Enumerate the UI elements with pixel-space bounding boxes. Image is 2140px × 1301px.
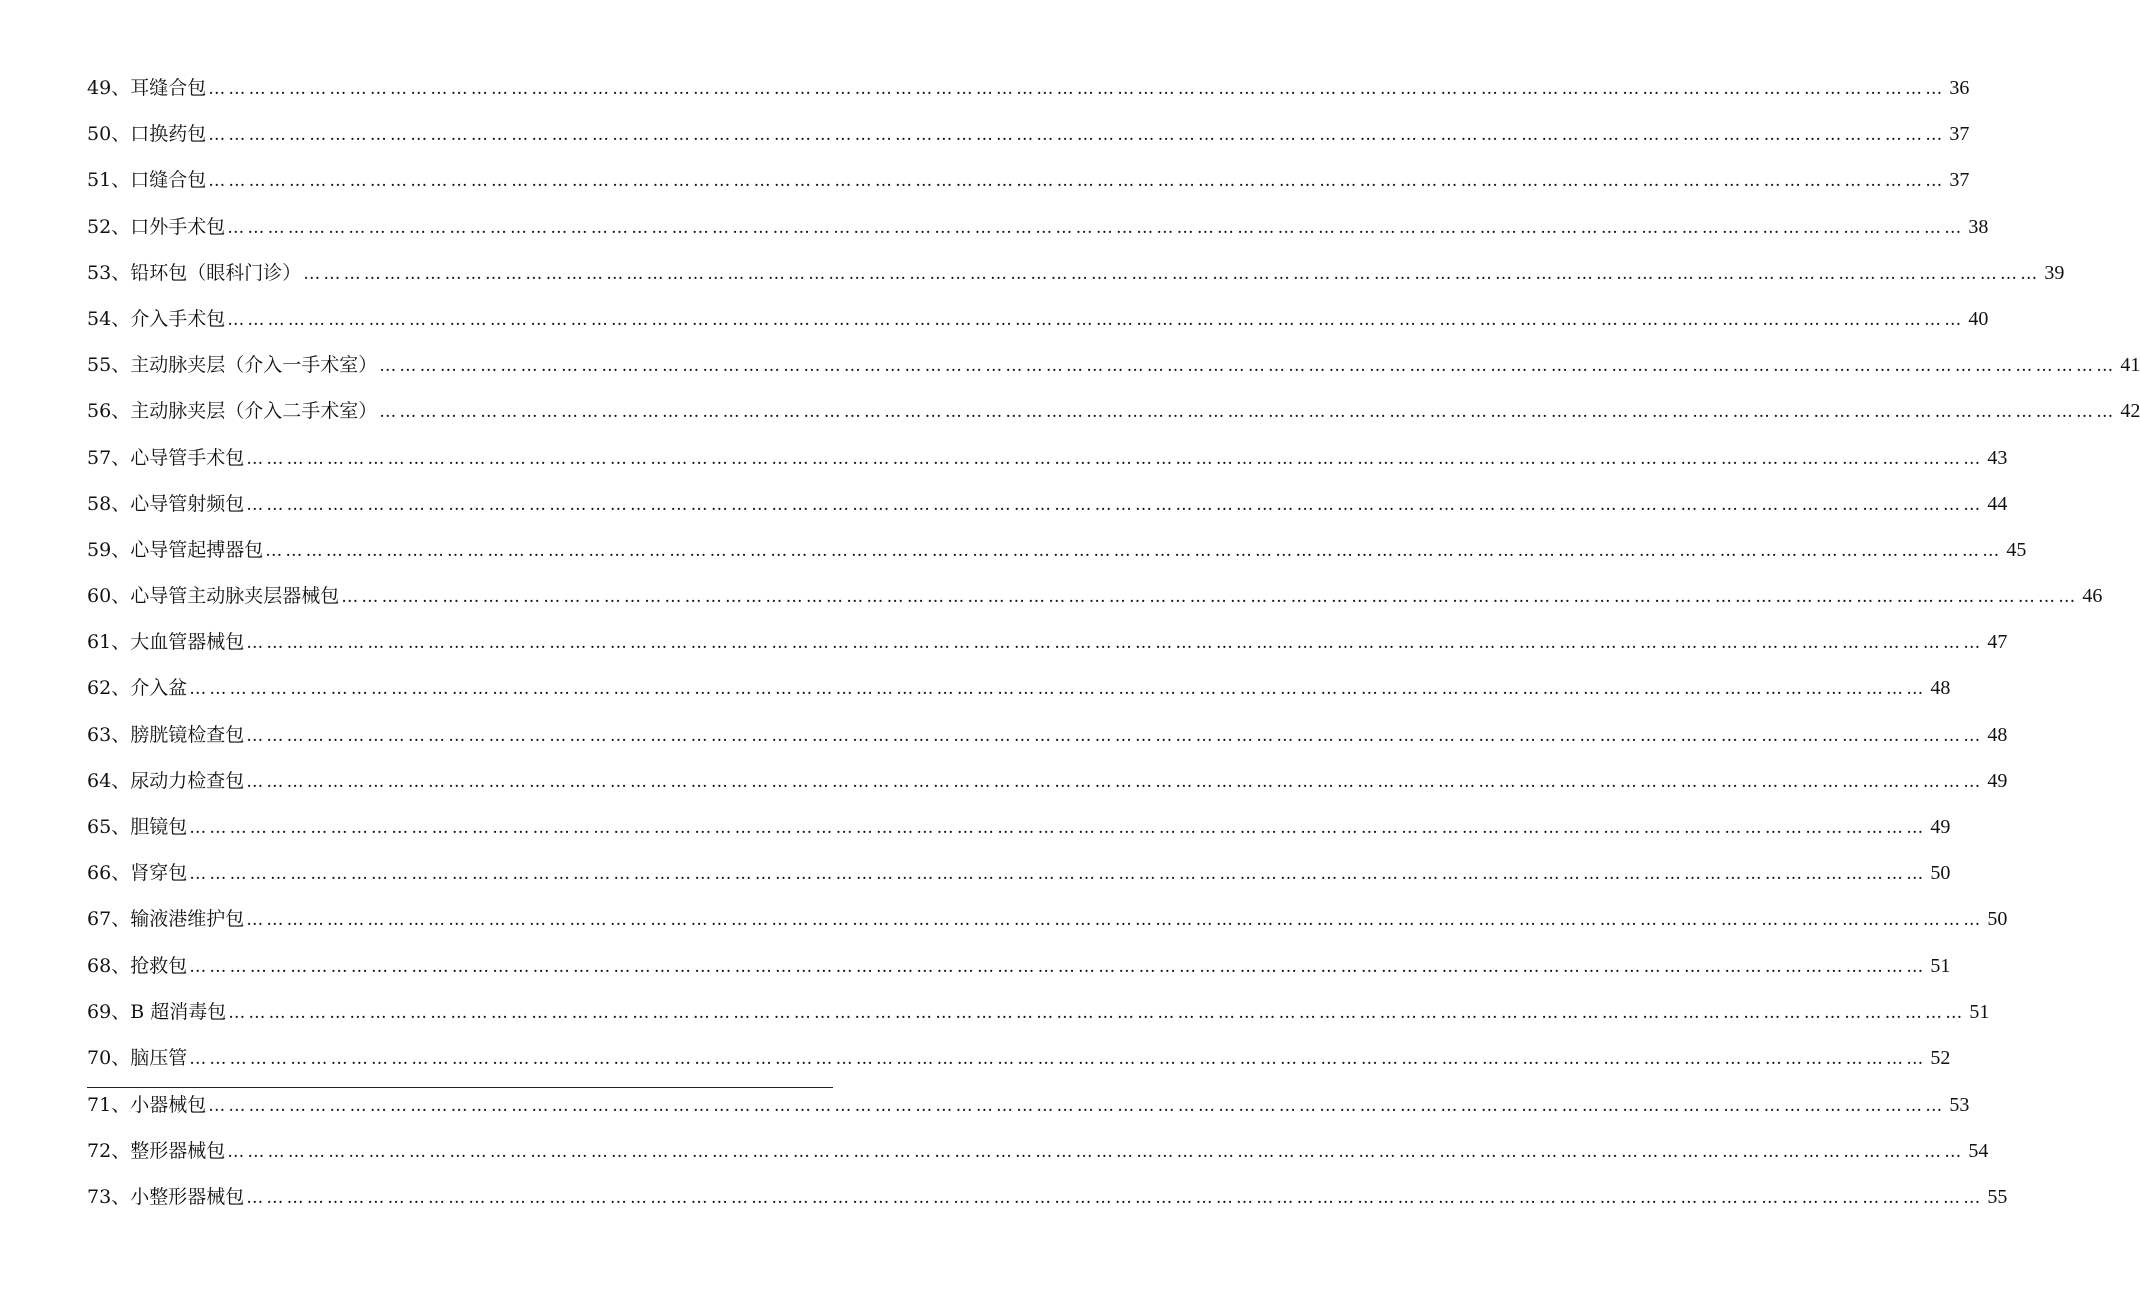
dot-leader: …………………………………………………………………………………………………………………………………………………………………………………………………………………………………… <box>246 494 1984 515</box>
toc-entry-number: 71 <box>87 1094 112 1116</box>
toc-entry[interactable] <box>87 994 1990 1040</box>
toc-entry-number: 68 <box>87 954 112 977</box>
toc-entry[interactable] <box>87 1133 1989 1179</box>
toc-entry-separator: 、 <box>111 723 131 746</box>
toc-entry[interactable] <box>87 209 1989 255</box>
toc-entry-label <box>87 209 225 245</box>
toc-entry-separator: 、 <box>111 307 131 330</box>
toc-entry-separator: 、 <box>111 1186 131 1209</box>
toc-entry-separator: 、 <box>111 169 131 192</box>
toc-entry-separator: 、 <box>111 261 131 284</box>
toc-entry[interactable] <box>87 578 2103 624</box>
dot-leader: …………………………………………………………………………………………………………………………………………………………………………………………………………………………………… <box>246 633 1984 654</box>
toc-entry-page: 51 <box>1969 1000 1990 1023</box>
toc-entry-label <box>87 440 244 476</box>
toc-entry-page: 39 <box>2044 261 2065 284</box>
toc-entry-title: 膀胱镜检查包 <box>130 723 245 746</box>
toc-entry-number: 53 <box>87 261 112 284</box>
toc-entry[interactable] <box>87 440 2008 486</box>
toc-entry-title: 肾穿包 <box>130 862 188 885</box>
toc-entry-separator: 、 <box>111 215 131 238</box>
toc-entry-number: 56 <box>87 400 112 423</box>
toc-entry-label <box>87 578 339 614</box>
toc-entry-separator: 、 <box>111 677 131 700</box>
toc-entry-title: 主动脉夹层（介入一手术室） <box>130 354 378 377</box>
toc-entry-label <box>87 116 206 152</box>
toc-entry[interactable] <box>87 670 1951 716</box>
dot-leader: …………………………………………………………………………………………………………………………………………………………………………………………………………………………………… <box>189 679 1927 700</box>
dot-leader: …………………………………………………………………………………………………………………………………………………………………………………………………………………………………… <box>189 1048 1927 1069</box>
toc-entry[interactable] <box>87 809 1951 855</box>
dot-leader: …………………………………………………………………………………………………………………………………………………………………………………………………………………………………… <box>379 402 2117 423</box>
toc-entry-separator: 、 <box>111 123 131 146</box>
toc-entry-label <box>87 393 377 429</box>
toc-entry-separator: 、 <box>111 1000 131 1023</box>
toc-entry-label <box>87 532 263 568</box>
toc-entry-separator: 、 <box>111 354 131 377</box>
toc-entry-number: 72 <box>87 1140 112 1163</box>
toc-entry-label <box>87 1133 225 1169</box>
toc-entry-label <box>87 347 377 383</box>
toc-entry-label <box>87 763 244 799</box>
toc-entry[interactable] <box>87 532 2027 578</box>
table-of-contents <box>87 70 2140 1086</box>
toc-entry[interactable] <box>87 162 1970 208</box>
toc-entry-label <box>87 901 244 937</box>
toc-entry-separator: 、 <box>111 1140 131 1163</box>
toc-entry-separator: 、 <box>111 585 131 608</box>
toc-entry[interactable] <box>87 1040 1951 1086</box>
dot-leader: …………………………………………………………………………………………………………………………………………………………………………………………………………………………………… <box>246 771 1984 792</box>
toc-entry-title: 输液港维护包 <box>130 908 245 931</box>
dot-leader: …………………………………………………………………………………………………………………………………………………………………………………………………………………………………… <box>189 956 1927 977</box>
toc-entry-page: 52 <box>1930 1046 1951 1069</box>
toc-entry-page: 50 <box>1930 862 1951 885</box>
toc-entry-page: 36 <box>1949 77 1970 99</box>
toc-entry-number: 54 <box>87 307 112 330</box>
toc-entry[interactable] <box>87 116 1970 162</box>
toc-entry-separator: 、 <box>111 769 131 792</box>
toc-entry-separator: 、 <box>111 631 131 654</box>
toc-entry-page: 38 <box>1968 215 1989 238</box>
toc-entry-label <box>87 717 244 753</box>
toc-entry-label <box>87 670 187 706</box>
toc-entry-number: 52 <box>87 215 112 238</box>
toc-entry-label <box>87 855 187 891</box>
toc-entry-number: 65 <box>87 816 112 838</box>
toc-entry[interactable] <box>87 486 2008 532</box>
toc-entry-label <box>87 994 226 1030</box>
toc-entry-label <box>87 486 244 522</box>
toc-entry-number: 49 <box>87 77 112 99</box>
toc-entry-number: 57 <box>87 446 112 469</box>
toc-entry-title: 整形器械包 <box>130 1140 226 1163</box>
toc-entry-label <box>87 948 187 984</box>
toc-entry-number: 63 <box>87 723 112 746</box>
toc-entry-label <box>87 255 301 291</box>
dot-leader: …………………………………………………………………………………………………………………………………………………………………………………………………………………………………… <box>208 171 1946 192</box>
toc-entry-page: 47 <box>1987 631 2008 654</box>
toc-entry-page: 44 <box>1987 492 2008 515</box>
toc-entry-title: B 超消毒包 <box>130 1000 227 1023</box>
toc-entry-title: 介入手术包 <box>130 307 226 330</box>
toc-entry-separator: 、 <box>111 446 131 469</box>
toc-entry-separator: 、 <box>111 862 131 885</box>
toc-entry-page: 50 <box>1987 908 2008 931</box>
toc-entry-separator: 、 <box>111 816 131 838</box>
toc-entry-number: 73 <box>87 1186 112 1209</box>
toc-entry-title: 尿动力检查包 <box>130 769 245 792</box>
toc-entry-page: 41 <box>2120 354 2140 377</box>
toc-entry-separator: 、 <box>111 1094 131 1116</box>
toc-entry[interactable] <box>87 1087 1970 1133</box>
toc-entry-page: 46 <box>2082 585 2103 608</box>
toc-entry-page: 55 <box>1987 1186 2008 1209</box>
toc-entry-page: 37 <box>1949 169 1970 192</box>
dot-leader: …………………………………………………………………………………………………………………………………………………………………………………………………………………………………… <box>208 1096 1946 1116</box>
toc-entry-title: 心导管射频包 <box>130 492 245 515</box>
toc-entry-page: 45 <box>2006 538 2027 561</box>
dot-leader: …………………………………………………………………………………………………………………………………………………………………………………………………………………………………… <box>246 910 1984 931</box>
dot-leader: …………………………………………………………………………………………………………………………………………………………………………………………………………………………………… <box>189 864 1927 885</box>
toc-entry-number: 64 <box>87 769 112 792</box>
toc-entry-label <box>87 809 187 845</box>
toc-entry-number: 51 <box>87 169 112 192</box>
dot-leader: …………………………………………………………………………………………………………………………………………………………………………………………………………………………………… <box>265 540 2003 561</box>
toc-entry-title: 大血管器械包 <box>130 631 245 654</box>
toc-entry-title: 介入盆 <box>130 677 188 700</box>
toc-entry-page: 51 <box>1930 954 1951 977</box>
toc-entry-separator: 、 <box>111 954 131 977</box>
toc-entry-title: 耳缝合包 <box>130 77 207 99</box>
dot-leader: …………………………………………………………………………………………………………………………………………………………………………………………………………………………………… <box>208 79 1946 99</box>
toc-entry-page: 48 <box>1930 677 1951 700</box>
toc-entry-separator: 、 <box>111 77 131 99</box>
toc-entry-number: 69 <box>87 1000 112 1023</box>
toc-entry-label <box>87 1179 244 1215</box>
toc-entry-number: 59 <box>87 538 112 561</box>
toc-entry-page: 40 <box>1968 307 1989 330</box>
toc-entry-separator: 、 <box>111 908 131 931</box>
toc-entry-label <box>87 1087 206 1123</box>
toc-entry-page: 37 <box>1949 123 1970 146</box>
dot-leader: …………………………………………………………………………………………………………………………………………………………………………………………………………………………………… <box>228 1002 1966 1023</box>
dot-leader: …………………………………………………………………………………………………………………………………………………………………………………………………………………………………… <box>246 1188 1984 1209</box>
toc-entry-number: 62 <box>87 677 112 700</box>
toc-entry-page: 53 <box>1949 1094 1970 1116</box>
toc-entry-title: 心导管主动脉夹层器械包 <box>130 585 340 608</box>
toc-entry[interactable] <box>87 393 2140 439</box>
toc-entry-title: 口换药包 <box>130 123 207 146</box>
toc-entry-label <box>87 301 225 337</box>
toc-entry-separator: 、 <box>111 492 131 515</box>
toc-entry-title: 心导管手术包 <box>130 446 245 469</box>
toc-entry-label <box>87 624 244 660</box>
table-of-contents-continued <box>87 1087 2008 1226</box>
toc-entry-separator: 、 <box>111 1046 131 1069</box>
dot-leader: …………………………………………………………………………………………………………………………………………………………………………………………………………………………………… <box>341 587 2079 608</box>
toc-entry-page: 54 <box>1968 1140 1989 1163</box>
toc-entry[interactable] <box>87 70 1970 116</box>
toc-entry-title: 铅环包（眼科门诊） <box>130 261 302 284</box>
toc-entry-separator: 、 <box>111 538 131 561</box>
dot-leader: …………………………………………………………………………………………………………………………………………………………………………………………………………………………………… <box>189 818 1927 838</box>
toc-entry-number: 50 <box>87 123 112 146</box>
toc-entry[interactable] <box>87 624 2008 670</box>
toc-entry-number: 67 <box>87 908 112 931</box>
dot-leader: …………………………………………………………………………………………………………………………………………………………………………………………………………………………………… <box>379 356 2117 377</box>
toc-entry-title: 小器械包 <box>130 1094 207 1116</box>
toc-entry-page: 43 <box>1987 446 2008 469</box>
toc-entry-title: 主动脉夹层（介入二手术室） <box>130 400 378 423</box>
toc-entry-page: 49 <box>1930 816 1951 838</box>
toc-entry-title: 抢救包 <box>130 954 188 977</box>
toc-entry-number: 58 <box>87 492 112 515</box>
toc-entry[interactable] <box>87 763 2008 809</box>
dot-leader: …………………………………………………………………………………………………………………………………………………………………………………………………………………………………… <box>303 263 2041 284</box>
toc-entry-title: 口缝合包 <box>130 169 207 192</box>
toc-entry-page: 49 <box>1987 769 2008 792</box>
toc-entry[interactable] <box>87 717 2008 763</box>
dot-leader: …………………………………………………………………………………………………………………………………………………………………………………………………………………………………… <box>208 125 1946 146</box>
toc-entry-number: 55 <box>87 354 112 377</box>
toc-entry[interactable] <box>87 948 1951 994</box>
toc-entry-number: 61 <box>87 631 112 654</box>
toc-entry-number: 60 <box>87 585 112 608</box>
toc-entry-title: 心导管起搏器包 <box>130 538 264 561</box>
dot-leader: …………………………………………………………………………………………………………………………………………………………………………………………………………………………………… <box>246 448 1984 469</box>
toc-entry[interactable] <box>87 901 2008 947</box>
dot-leader: …………………………………………………………………………………………………………………………………………………………………………………………………………………………………… <box>227 217 1965 238</box>
toc-entry-label <box>87 70 206 106</box>
toc-entry[interactable] <box>87 301 1989 347</box>
toc-entry-title: 小整形器械包 <box>130 1186 245 1209</box>
toc-entry-title: 脑压管 <box>130 1046 188 1069</box>
toc-entry-page: 42 <box>2120 400 2140 423</box>
dot-leader: …………………………………………………………………………………………………………………………………………………………………………………………………………………………………… <box>227 1142 1965 1163</box>
toc-entry[interactable] <box>87 855 1951 901</box>
toc-entry-label <box>87 162 206 198</box>
toc-entry-title: 胆镜包 <box>130 816 188 838</box>
toc-entry[interactable] <box>87 255 2065 301</box>
toc-entry-title: 口外手术包 <box>130 215 226 238</box>
toc-entry-number: 66 <box>87 862 112 885</box>
toc-entry-label <box>87 1040 187 1076</box>
toc-entry-separator: 、 <box>111 400 131 423</box>
toc-entry-page: 48 <box>1987 723 2008 746</box>
dot-leader: …………………………………………………………………………………………………………………………………………………………………………………………………………………………………… <box>227 309 1965 330</box>
dot-leader: …………………………………………………………………………………………………………………………………………………………………………………………………………………………………… <box>246 725 1984 746</box>
toc-entry[interactable] <box>87 347 2140 393</box>
toc-entry[interactable] <box>87 1179 2008 1225</box>
toc-entry-number: 70 <box>87 1046 112 1069</box>
